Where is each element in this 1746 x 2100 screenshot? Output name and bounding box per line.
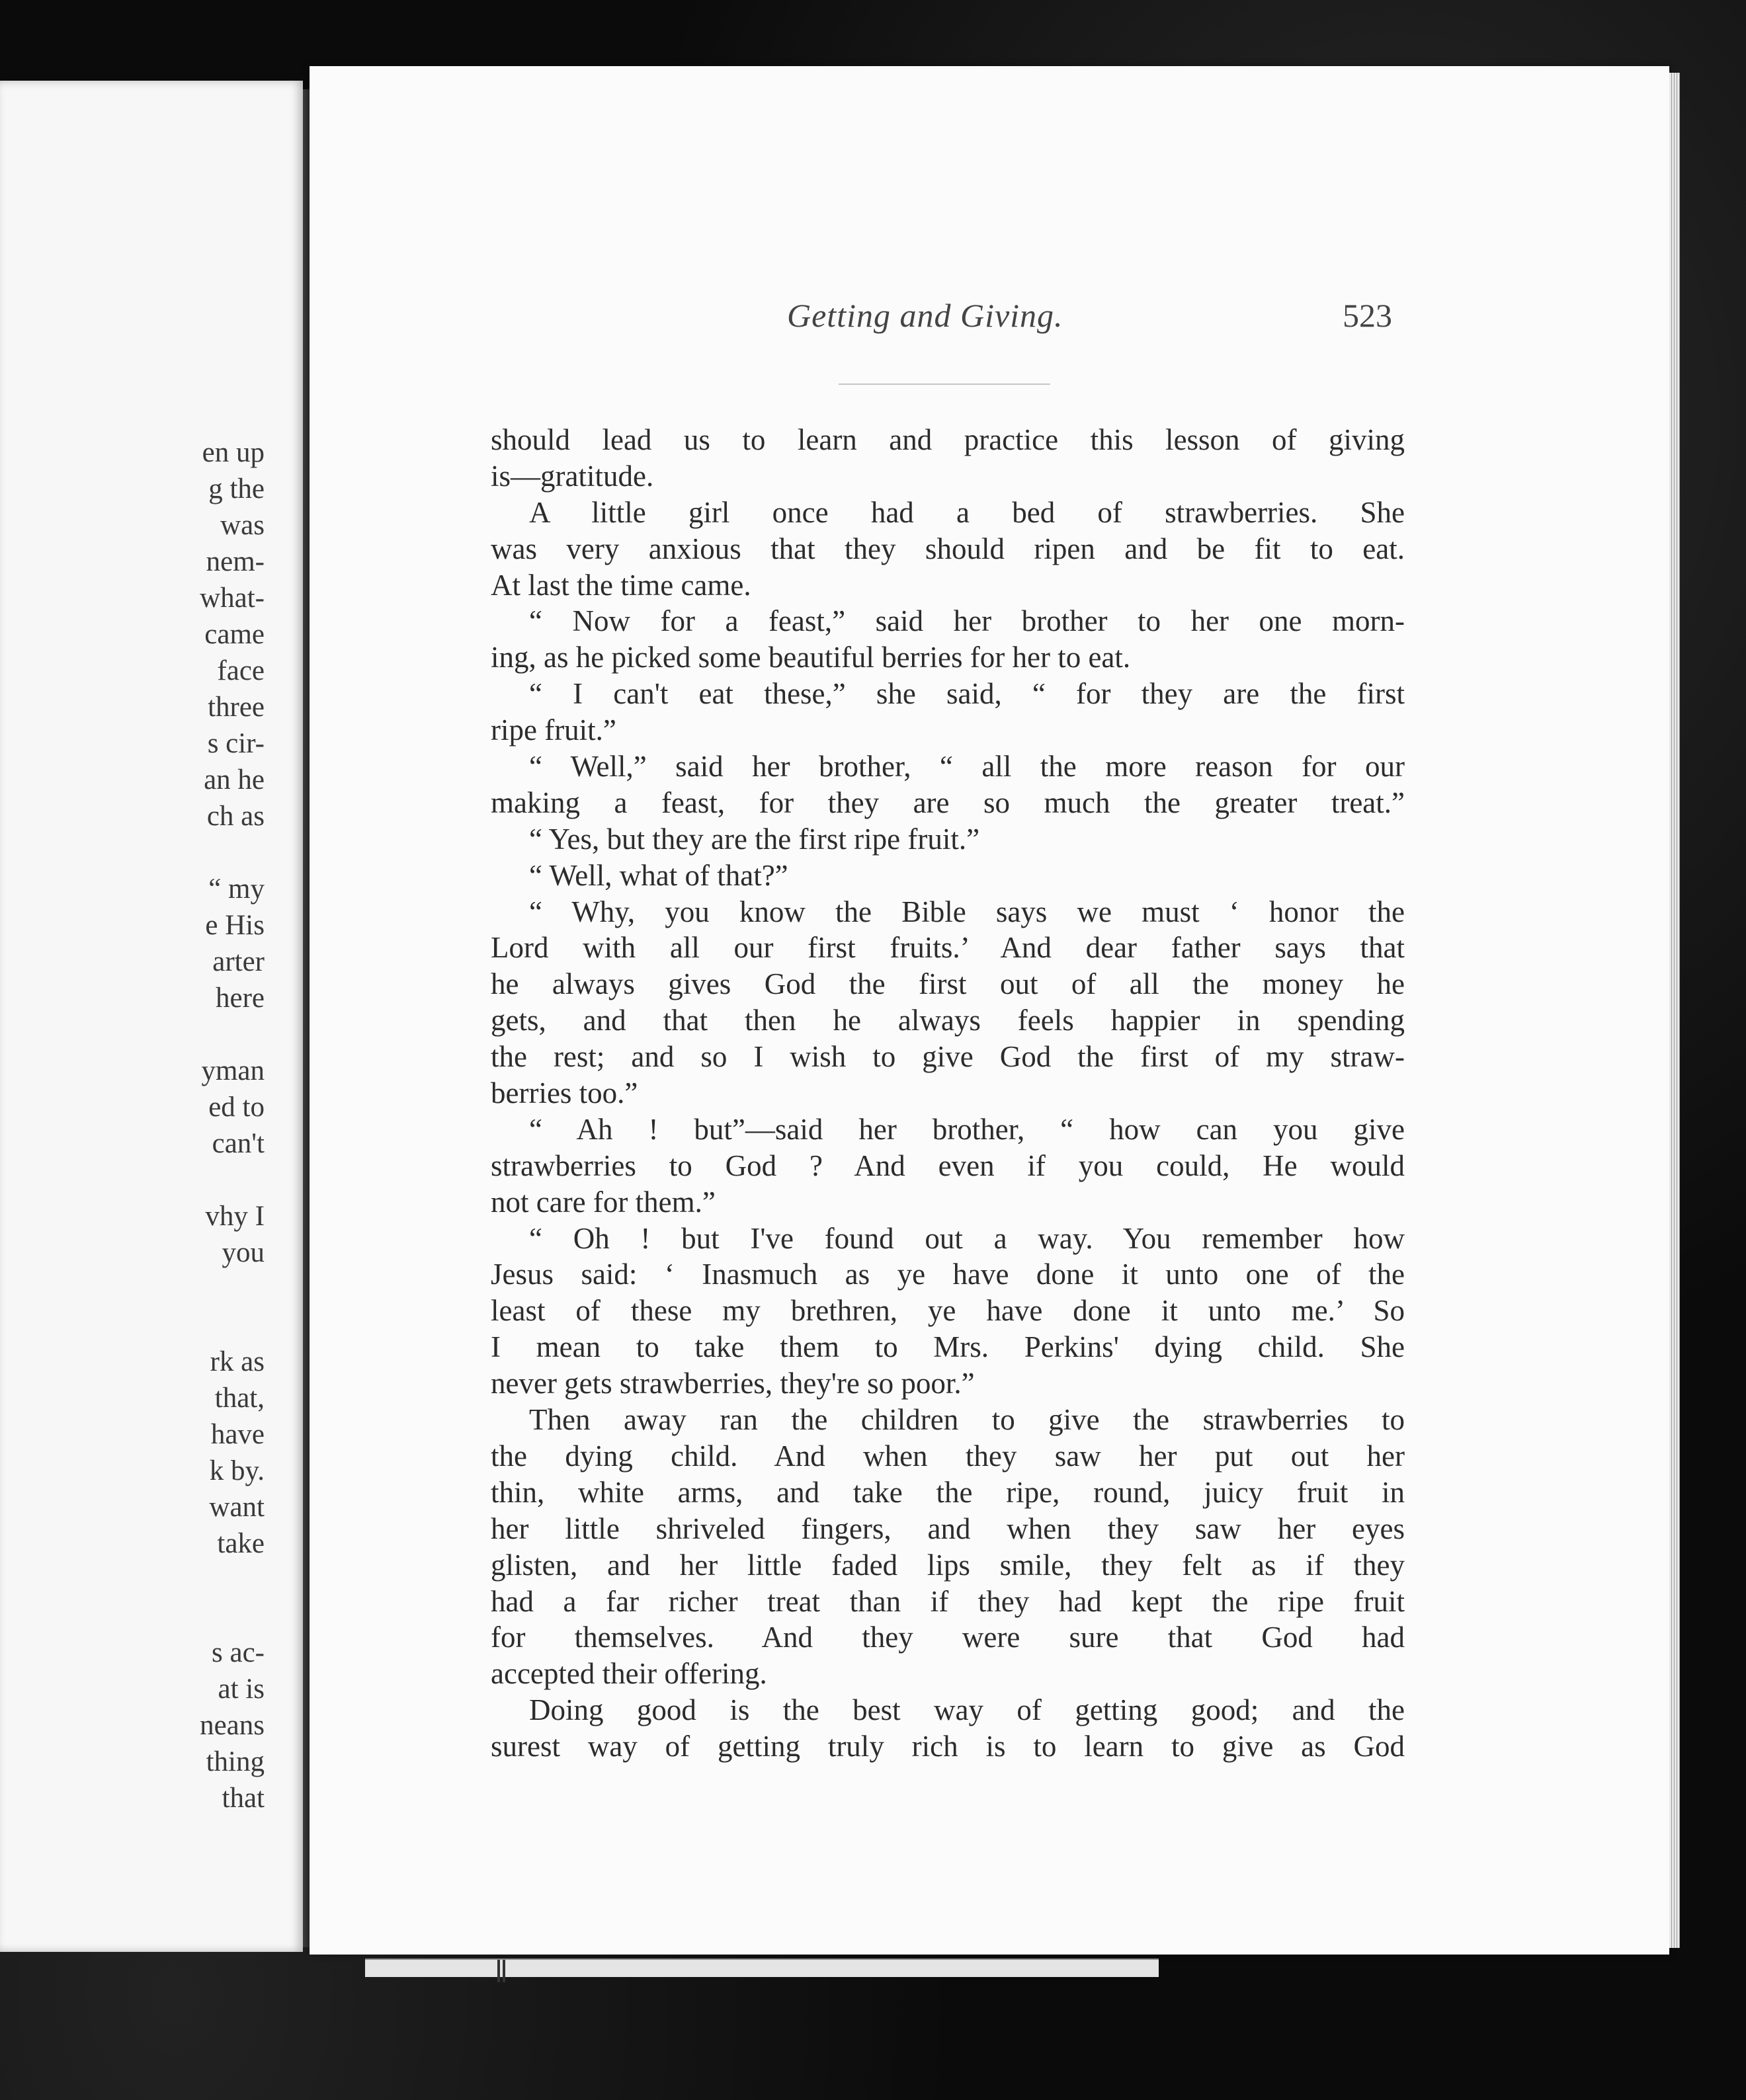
left-line: g the (208, 473, 265, 505)
page-body-text (491, 422, 1405, 1765)
left-line: that, (214, 1383, 265, 1414)
text-line: should lead us to learn and practice this lesson of giving (491, 423, 1405, 456)
page-edges (1669, 73, 1680, 1948)
left-line (200, 1016, 265, 1053)
left-line: that (222, 1783, 265, 1814)
left-line (200, 1162, 265, 1198)
text-line: Doing good is the best way of getting good; and the (529, 1693, 1405, 1727)
left-line: you (222, 1237, 265, 1268)
left-page-text-fragments (200, 434, 265, 1816)
text-line: for themselves. And they were sure that God had (491, 1621, 1405, 1654)
text-line: accepted their offering. (491, 1657, 767, 1691)
text-line: A little girl once had a bed of strawberries. She (529, 495, 1405, 529)
left-line: rk as (210, 1346, 265, 1377)
page-number: 523 (1343, 297, 1392, 334)
left-line: neans (200, 1710, 265, 1741)
left-line: thing (206, 1746, 265, 1777)
text-line: Jesus said: ‘ Inasmuch as ye have done it unto one of the (491, 1258, 1405, 1291)
text-line: I mean to take them to Mrs. Perkins' dying child. She (491, 1330, 1405, 1364)
text-line: thin, white arms, and take the ripe, round, juicy fruit in (491, 1475, 1405, 1509)
running-head: Getting and Giving. (787, 297, 1063, 334)
text-line: “ Well, what of that?” (529, 858, 788, 892)
left-line: face (217, 655, 265, 686)
text-line: Then away ran the children to give the strawberries to (529, 1403, 1405, 1437)
text-line: he always gives God the first out of all the money he (491, 967, 1405, 1001)
text-line: “ Oh ! but I've found out a way. You remember how (529, 1221, 1405, 1255)
text-line: is—gratitude. (491, 459, 654, 493)
left-line (200, 1271, 265, 1307)
left-line: k by. (209, 1455, 265, 1486)
text-line: “ Why, you know the Bible says we must ‘ honor the (529, 895, 1405, 928)
text-line: “ Ah ! but”—said her brother, “ how can you give (529, 1112, 1405, 1146)
text-line: least of these my brethren, ye have done it unto me.’ So (491, 1294, 1405, 1328)
left-line: en up (202, 437, 265, 468)
bottom-strip-mark (497, 1960, 505, 1982)
text-line: glisten, and her little faded lips smile, they felt as if they (491, 1548, 1405, 1582)
left-line: came (204, 619, 265, 650)
text-line: not care for them.” (491, 1185, 716, 1219)
left-facing-page (0, 81, 303, 1952)
left-line: can't (212, 1128, 265, 1159)
text-line: was very anxious that they should ripen and be fit to eat. (491, 532, 1405, 565)
text-line: surest way of getting truly rich is to learn to give as God (491, 1730, 1405, 1763)
left-line: was (220, 510, 265, 541)
left-line: e His (205, 910, 265, 941)
left-line: nem- (206, 546, 265, 577)
left-line (200, 1562, 265, 1598)
text-line: Lord with all our first fruits.’ And dear father says that (491, 931, 1405, 965)
left-line: take (217, 1528, 265, 1559)
left-line: s cir- (207, 728, 265, 759)
bottom-page-strip (365, 1959, 1159, 1977)
text-line: berries too.” (491, 1076, 638, 1110)
text-line: the rest; and so I wish to give God the first of my straw- (491, 1040, 1405, 1074)
text-line: At last the time came. (491, 568, 751, 602)
header-rule (839, 384, 1050, 385)
text-line: “ Well,” said her brother, “ all the more reason for our (529, 750, 1405, 784)
left-line: here (216, 983, 265, 1014)
text-line: the dying child. And when they saw her put out her (491, 1439, 1405, 1473)
left-line (200, 1598, 265, 1635)
left-line: yman (201, 1055, 265, 1086)
text-line: had a far richer treat than if they had kept the ripe fruit (491, 1584, 1405, 1618)
left-line (200, 1307, 265, 1344)
text-line: gets, and that then he always feels happier in spending (491, 1004, 1405, 1037)
text-line: her little shriveled fingers, and when they saw her eyes (491, 1512, 1405, 1545)
left-line: ch as (206, 801, 265, 832)
left-line: at is (218, 1674, 265, 1705)
left-line: ed to (208, 1092, 265, 1123)
text-line: ripe fruit.” (491, 713, 616, 747)
left-line: vhy I (205, 1201, 265, 1232)
left-line: an he (204, 764, 265, 795)
text-line: “ Yes, but they are the first ripe fruit.” (529, 822, 980, 856)
left-line: three (208, 692, 265, 723)
text-line: strawberries to God ? And even if you could, He would (491, 1149, 1405, 1182)
left-line: s ac- (212, 1637, 265, 1668)
left-line: arter (212, 946, 265, 977)
text-line: “ I can't eat these,” she said, “ for they are the first (529, 677, 1405, 711)
text-line: making a feast, for they are so much the greater treat.” (491, 786, 1405, 819)
left-line: want (209, 1492, 265, 1523)
left-line (200, 834, 265, 871)
text-line: ing, as he picked some beautiful berries for her to eat. (491, 641, 1131, 674)
left-line: what- (200, 583, 265, 614)
left-line: have (210, 1419, 265, 1450)
left-line: “ my (208, 873, 265, 905)
text-line: never gets strawberries, they're so poor.” (491, 1367, 975, 1400)
text-line: “ Now for a feast,” said her brother to her one morn- (529, 604, 1405, 638)
